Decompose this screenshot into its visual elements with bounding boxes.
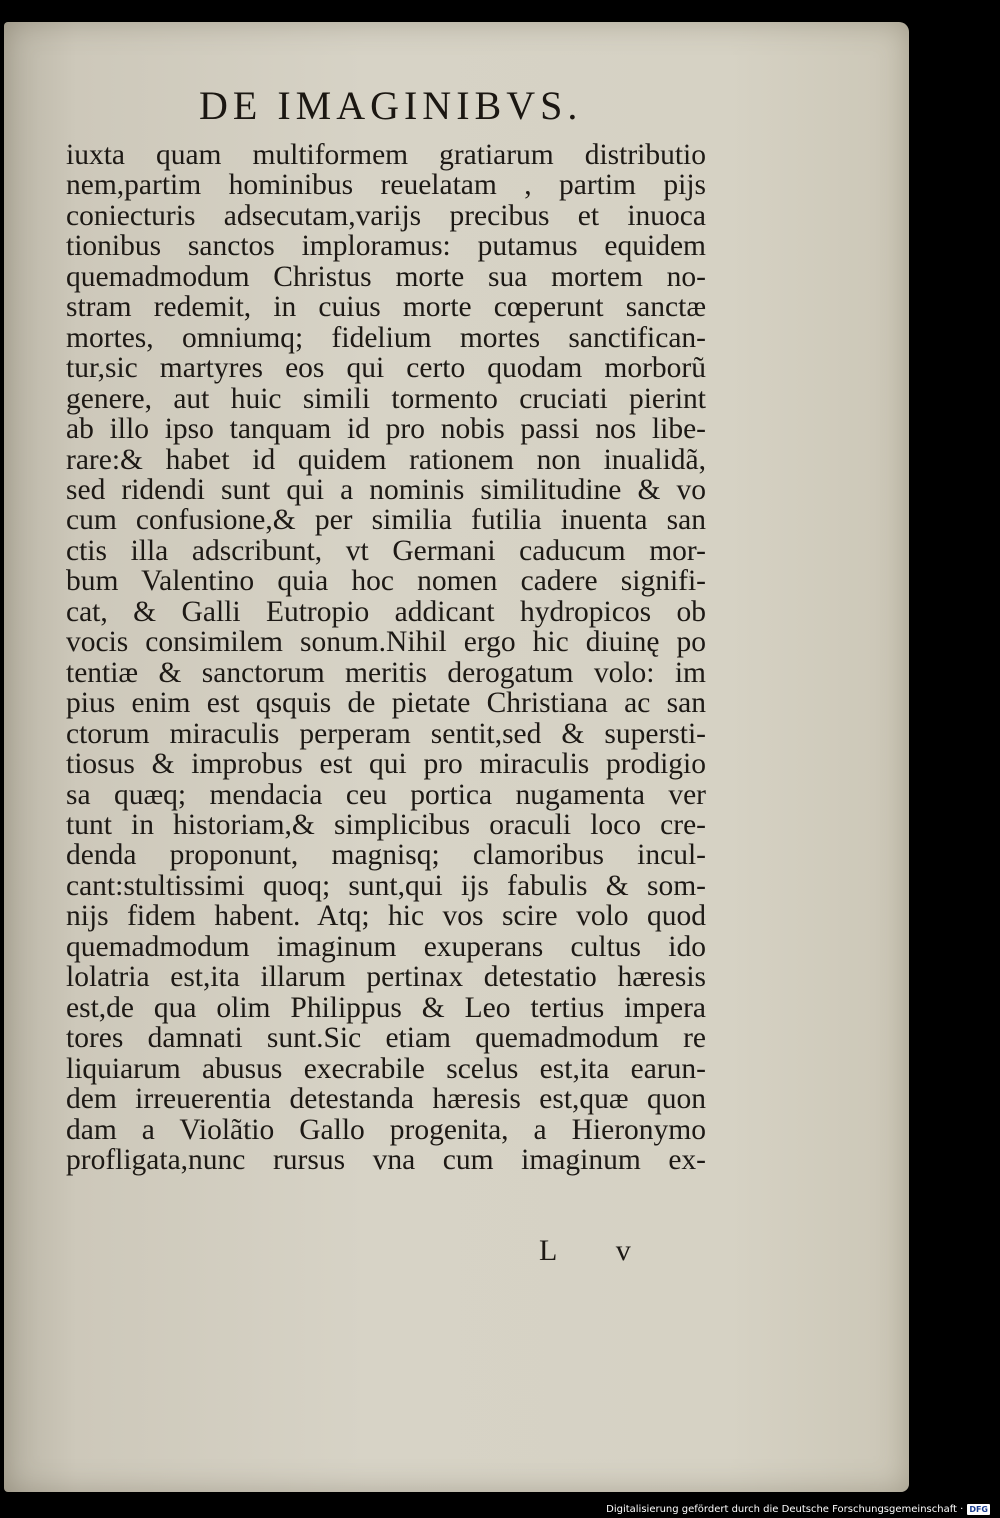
text-line: nem,partim hominibus reuelatam , partim pijs bbox=[66, 169, 706, 202]
dfg-logo-icon: DFG bbox=[969, 1504, 988, 1514]
text-line: dam a Violãtio Gallo progenita, a Hieronymo bbox=[66, 1113, 706, 1146]
text-line: tores damnati sunt.Sic etiam quemadmodum re bbox=[66, 1022, 706, 1055]
text-line: ctis illa adscribunt, vt Germani caducum mor- bbox=[66, 534, 706, 567]
text-line: dem irreuerentia detestanda hæresis est,quæ quon bbox=[66, 1083, 706, 1116]
text-line: nijs fidem habent. Atq; hic vos scire volo quod bbox=[66, 900, 706, 933]
footer-credit bbox=[606, 1502, 990, 1516]
text-line: coniecturis adsecutam,varijs precibus et inuoca bbox=[66, 199, 706, 232]
text-line: quemadmodum imaginum exuperans cultus ido bbox=[66, 930, 706, 963]
text-line: vocis consimilem sonum.Nihil ergo hic diuinę po bbox=[66, 626, 706, 659]
text-line: ctorum miraculis perperam sentit,sed & supersti- bbox=[66, 717, 706, 750]
book-page bbox=[4, 22, 909, 1492]
text-line: liquiarum abusus execrabile scelus est,ita earun- bbox=[66, 1052, 706, 1085]
text-line: bum Valentino quia hoc nomen cadere signifi- bbox=[66, 565, 706, 598]
text-line: sa quæq; mendacia ceu portica nugamenta ver bbox=[66, 778, 706, 811]
text-line: ab illo ipso tanquam id pro nobis passi nos libe- bbox=[66, 413, 706, 446]
text-line: tionibus sanctos imploramus: putamus equidem bbox=[66, 230, 706, 263]
text-line: profligata,nunc rursus vna cum imaginum ex- bbox=[66, 1143, 706, 1176]
text-line: cat, & Galli Eutropio addicant hydropicos ob bbox=[66, 595, 706, 628]
text-line: cum confusione,& per similia futilia inuenta san bbox=[66, 504, 706, 537]
running-head: DE IMAGINIBVS. bbox=[199, 83, 583, 128]
text-line: cant:stultissimi quoq; sunt,qui ijs fabulis & som- bbox=[66, 869, 706, 902]
text-line: denda proponunt, magnisq; clamoribus incul- bbox=[66, 839, 706, 872]
text-line: sed ridendi sunt qui a nominis similitudine & vo bbox=[66, 473, 706, 506]
text-line: iuxta quam multiformem gratiarum distributio bbox=[66, 139, 706, 171]
text-block bbox=[66, 140, 706, 1175]
text-line: lolatria est,ita illarum pertinax detestatio hæresis bbox=[66, 961, 706, 994]
text-line: tunt in historiam,& simplicibus oraculi loco cre- bbox=[66, 808, 706, 841]
text-line: genere, aut huic simili tormento cruciati pierint bbox=[66, 382, 706, 415]
text-line: stram redemit, in cuius morte cœperunt sanctæ bbox=[66, 291, 706, 324]
signature-mark: L v bbox=[539, 1234, 657, 1267]
text-line: tentiæ & sanctorum meritis derogatum volo: im bbox=[66, 656, 706, 689]
text-line: est,de qua olim Philippus & Leo tertius impera bbox=[66, 991, 706, 1024]
text-line: pius enim est qsquis de pietate Christiana ac san bbox=[66, 687, 706, 720]
text-line: mortes, omniumq; fidelium mortes sanctifican- bbox=[66, 321, 706, 354]
text-line: quemadmodum Christus morte sua mortem no- bbox=[66, 260, 706, 293]
text-line: rare:& habet id quidem rationem non inualidã, bbox=[66, 443, 706, 476]
text-line: tur,sic martyres eos qui certo quodam morborũ bbox=[66, 352, 706, 385]
text-line: tiosus & improbus est qui pro miraculis prodigio bbox=[66, 748, 706, 781]
funding-credit-text: Digitalisierung gefördert durch die Deutsche Forschungsgemeinschaft · bbox=[606, 1503, 964, 1515]
